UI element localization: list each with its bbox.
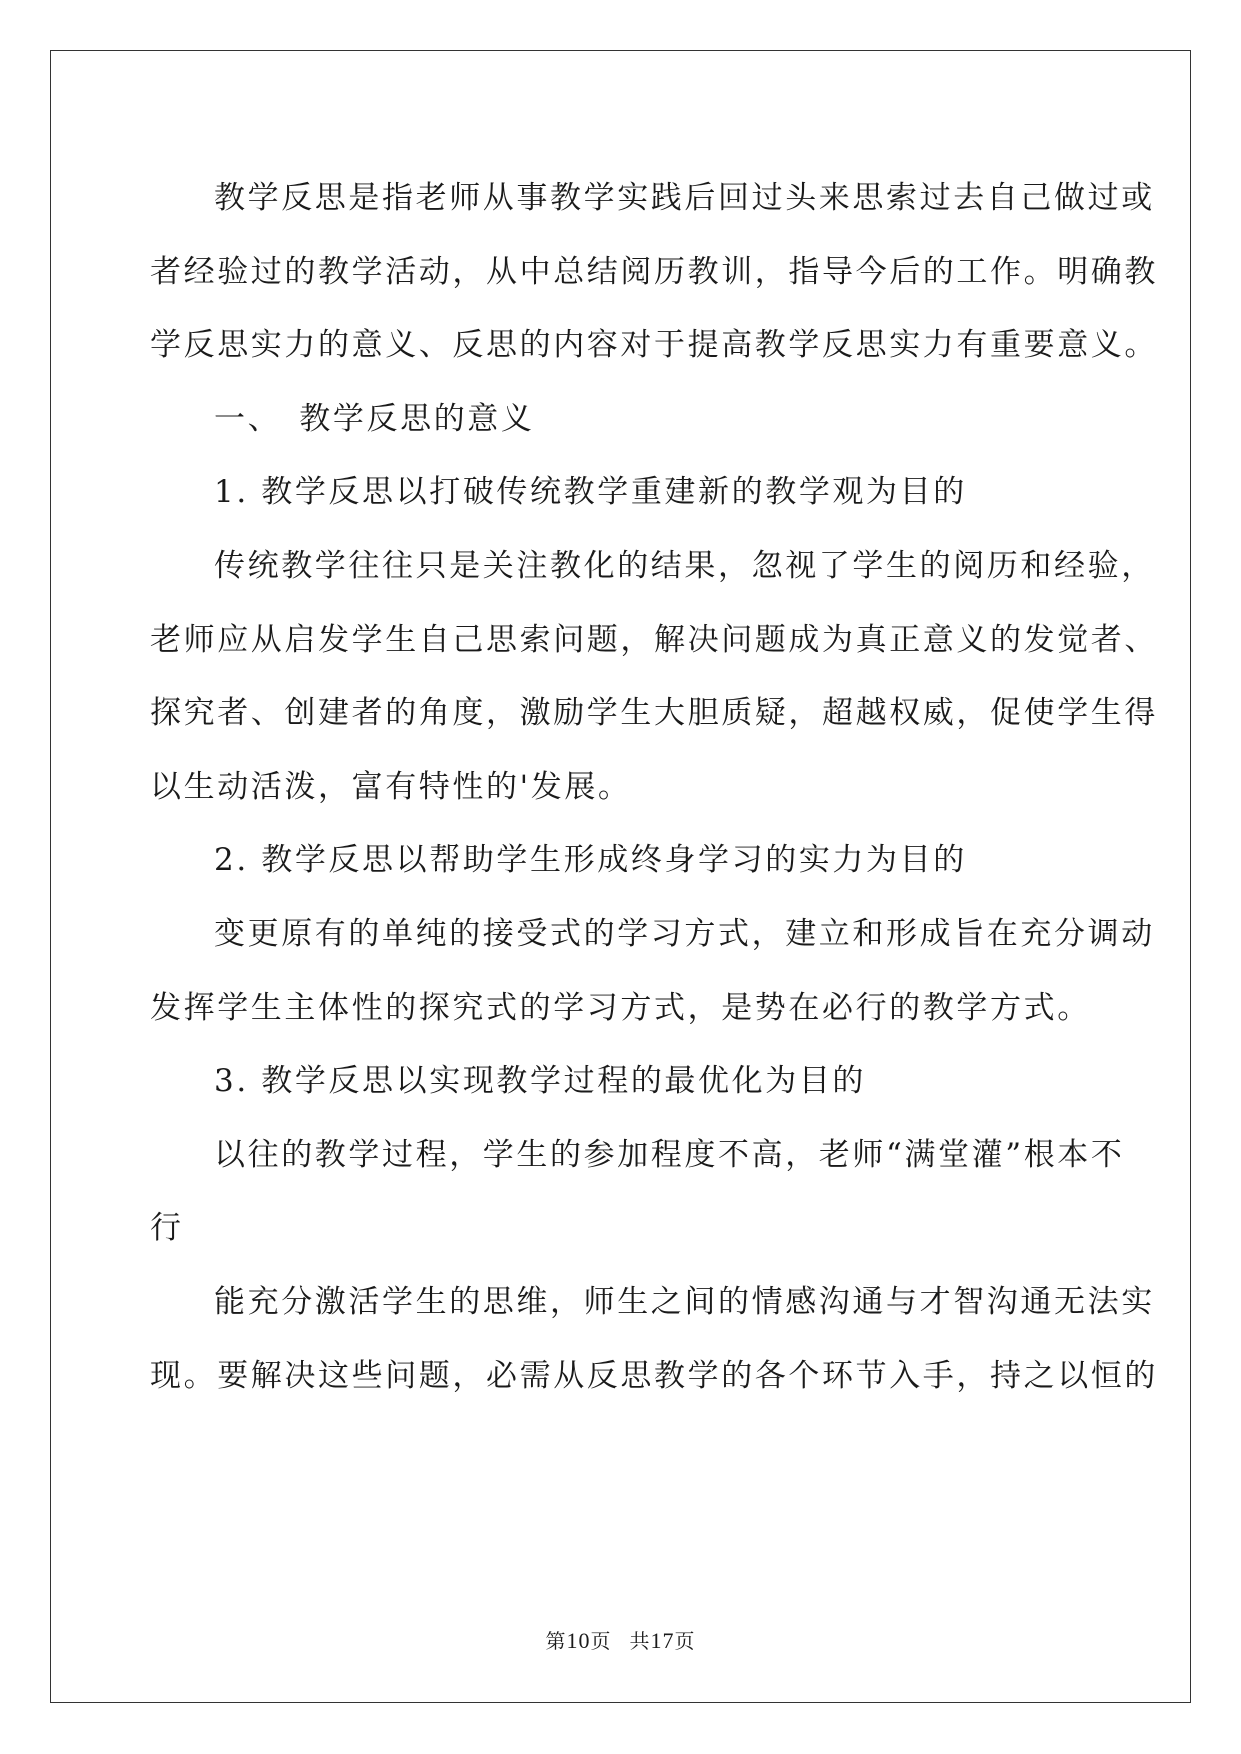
text-line: 能充分激活学生的思维，师生之间的情感沟通与才智沟通无法实 <box>214 1283 1155 1320</box>
text-line: 学反思实力的意义、反思的内容对于提高教学反思实力有重要意义。 <box>150 327 1158 364</box>
footer-page-current: 10 <box>566 1628 591 1653</box>
text-line: 发挥学生主体性的探究式的学习方式，是势在必行的教学方式。 <box>150 989 1091 1026</box>
page-footer <box>0 1625 1241 1654</box>
text-line: 现。要解决这些问题，必需从反思教学的各个环节入手，持之以恒的 <box>150 1357 1158 1394</box>
footer-page-prefix: 第 <box>545 1629 567 1653</box>
footer-total-prefix: 共 <box>629 1629 651 1653</box>
footer-page-mid: 页 <box>590 1629 612 1653</box>
text-line: 一、 教学反思的意义 <box>214 400 535 437</box>
text-line: 以生动活泼，富有特性的'发展。 <box>150 768 632 805</box>
text-line: 探究者、创建者的角度，激励学生大胆质疑，超越权威，促使学生得 <box>150 695 1158 732</box>
text-line: 老师应从启发学生自己思索问题，解决问题成为真正意义的发觉者、 <box>150 621 1158 658</box>
text-line: 3. 教学反思以实现教学过程的最优化为目的 <box>214 1063 867 1100</box>
text-line: 变更原有的单纯的接受式的学习方式，建立和形成旨在充分调动 <box>214 915 1155 952</box>
document-body <box>150 162 1158 1413</box>
text-line: 2. 教学反思以帮助学生形成终身学习的实力为目的 <box>214 842 967 879</box>
footer-total-suffix: 页 <box>674 1629 696 1653</box>
text-line: 1. 教学反思以打破传统教学重建新的教学观为目的 <box>214 474 967 511</box>
text-line: 以往的教学过程，学生的参加程度不高，老师“满堂灌”根本不 <box>214 1136 1125 1173</box>
text-line: 传统教学往往只是关注教化的结果，忽视了学生的阅历和经验， <box>214 547 1155 584</box>
text-line: 行 <box>150 1210 184 1247</box>
text-line: 教学反思是指老师从事教学实践后回过头来思索过去自己做过或 <box>214 180 1155 216</box>
footer-page-total: 17 <box>650 1628 675 1653</box>
text-line: 者经验过的教学活动，从中总结阅历教训，指导今后的工作。明确教 <box>150 253 1158 290</box>
